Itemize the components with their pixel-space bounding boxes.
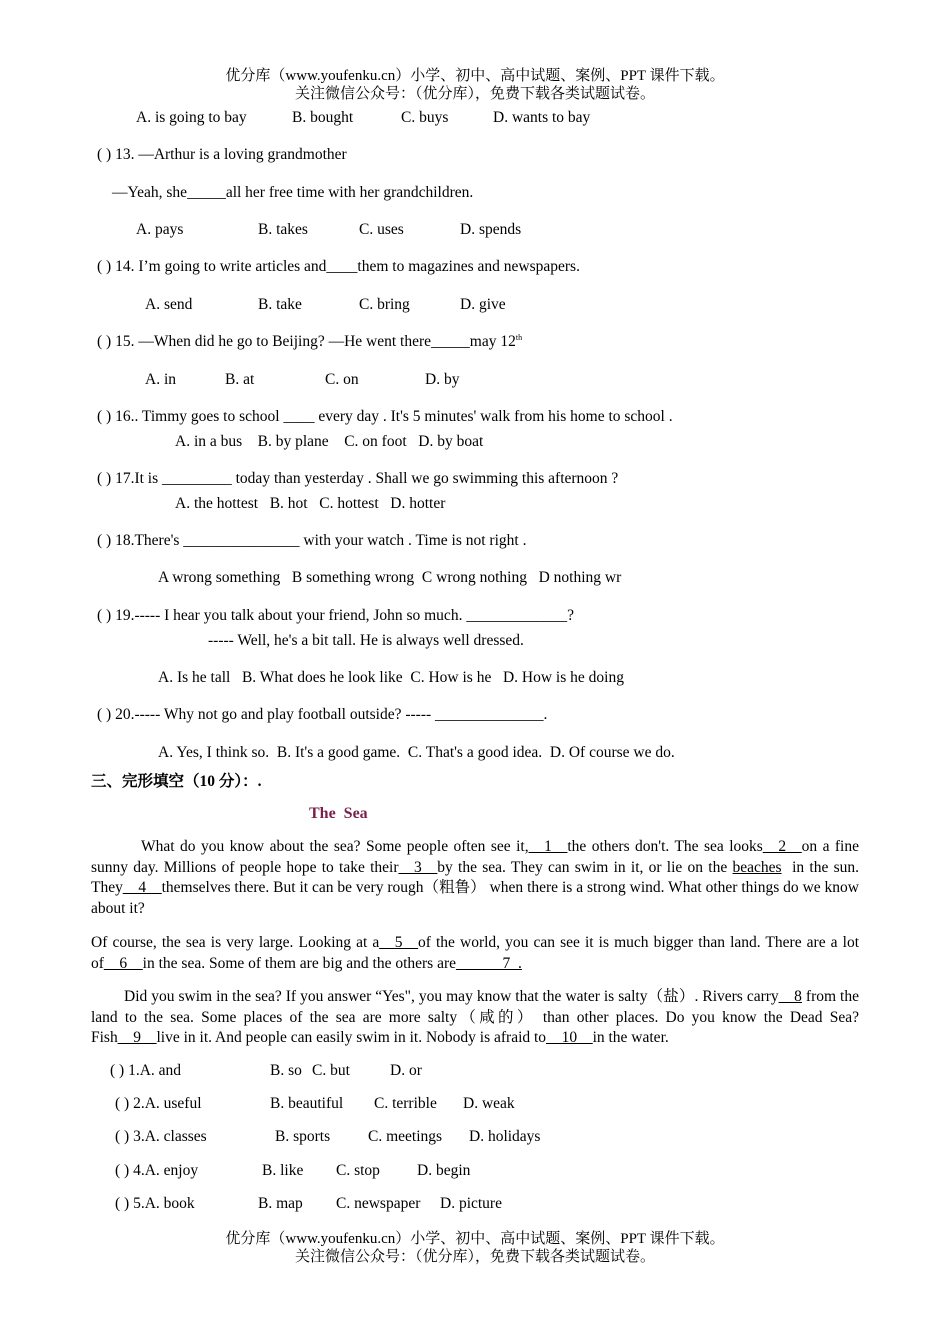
q19-reply: ----- Well, he's a bit tall. He is always well dressed. [208, 632, 524, 649]
blank-4: __4__ [122, 879, 162, 897]
blank-7: ______7_. [456, 954, 522, 972]
cloze-choice-4: ( ) 4.A. enjoy B. like C. stop D. begin [115, 1162, 471, 1179]
footer-line-1: 优分库（www.youfenku.cn）小学、初中、高中试题、案例、PPT 课件下载。 [225, 1231, 725, 1247]
q13-stem: ( ) 13. —Arthur is a loving grandmother [97, 146, 347, 163]
option-c: C. buys [401, 109, 449, 126]
q18-options: A wrong something B something wrong C wrong nothing D nothing wr [158, 569, 622, 586]
passage-title: The Sea [309, 805, 368, 822]
q20-options: A. Yes, I think so. B. It's a good game. C. That's a good idea. D. Of course we do. [158, 744, 675, 761]
passage-paragraph-3: Did you swim in the sea? If you answer “Yes", you may know that the water is salty（盐）. Rivers carry__8 from the land to the sea. Some places of the sea are more salty（咸的） than other places. Do you know the Dead Sea? Fish__9__live in it. And people can easily swim in it. Nobody is afraid to__10__in the water. [91, 988, 859, 1047]
q19-options: A. Is he tall B. What does he look like C. How is he D. How is he doing [158, 669, 624, 686]
q13-reply: —Yeah, she_____all her free time with her grandchildren. [112, 184, 474, 201]
option-a: A. send [145, 296, 193, 313]
blank-2: __2__ [762, 838, 802, 855]
q14-options [145, 296, 506, 314]
q18-stem: ( ) 18.There's _______________ with your watch . Time is not right . [97, 532, 527, 549]
cloze-choice-2: ( ) 2.A. useful B. beautiful C. terrible D. weak [115, 1095, 515, 1112]
section-heading: 三、完形填空（10 分）：. [91, 773, 262, 790]
cloze-choice-1: ( ) 1.A. and B. so C. but D. or [110, 1062, 422, 1079]
header-line-2: 关注微信公众号：（优分库），免费下载各类试题试卷。 [294, 86, 655, 102]
q15-stem [97, 333, 522, 351]
q15-stem-text: ( ) 15. —When did he go to Beijing? —He went there_____may 12 [97, 333, 516, 351]
option-c: C. uses [359, 221, 404, 238]
q20-stem: ( ) 20.----- Why not go and play football outside? ----- ______________. [97, 706, 548, 723]
q16-options: A. in a bus B. by plane C. on foot D. by boat [175, 433, 484, 450]
q13-options [136, 221, 521, 239]
blank-3: __3__ [398, 858, 438, 876]
q17-options: A. the hottest B. hot C. hottest D. hotter [175, 495, 446, 512]
footer-line-2: 关注微信公众号：（优分库），免费下载各类试题试卷。 [294, 1249, 655, 1265]
q19-stem: ( ) 19.----- I hear you talk about your friend, John so much. _____________? [97, 607, 574, 624]
option-b: B. takes [258, 221, 308, 238]
option-c: C. on [325, 371, 359, 388]
option-b: B. at [225, 371, 255, 388]
passage-paragraph-1: What do you know about the sea? Some people often see it,__1__the others don't. The sea looks__2__on a fine sunny day. Millions of people hope to take their__3__by the sea. They can swim in it, or lie on the beaches in the sun. They__4__themselves there. But it can be very rough（粗鲁） when there is a strong wind. What other things do we know about it? [91, 838, 863, 918]
q15-sup: th [515, 333, 523, 342]
blank-10: __10__ [546, 1029, 593, 1047]
blank-1: __1__ [528, 838, 568, 855]
option-b: B. take [258, 296, 302, 313]
blank-9: __9__ [117, 1029, 157, 1047]
blank-8: __8 [778, 988, 802, 1005]
option-a: A. pays [136, 221, 184, 238]
q15-options [145, 371, 459, 389]
option-a: A. in [145, 371, 176, 388]
header-line-1: 优分库（www.youfenku.cn）小学、初中、高中试题、案例、PPT 课件下载。 [225, 68, 725, 84]
page-footer [0, 1230, 950, 1266]
option-b: B. bought [292, 109, 354, 126]
option-d: D. give [460, 296, 506, 313]
blank-5: __5__ [379, 934, 418, 951]
option-d: D. wants to bay [493, 109, 591, 126]
q14-stem: ( ) 14. I’m going to write articles and____them to magazines and newspapers. [97, 258, 580, 275]
beaches-word: beaches [732, 858, 782, 876]
q12-options [136, 109, 590, 127]
cloze-choice-5: ( ) 5.A. book B. map C. newspaper D. picture [115, 1195, 502, 1212]
option-d: D. by [425, 371, 460, 388]
option-c: C. bring [359, 296, 410, 313]
passage-paragraph-2: Of course, the sea is very large. Looking at a__5__of the world, you can see it is much bigger than land. There are a lot of__6__in the sea. Some of them are big and the others are______7_. [91, 934, 859, 972]
option-d: D. spends [460, 221, 522, 238]
page-header [0, 67, 950, 103]
blank-6: __6__ [103, 954, 143, 972]
q17-stem: ( ) 17.It is _________ today than yesterday . Shall we go swimming this afternoon ? [97, 470, 619, 487]
option-a: A. is going to bay [136, 109, 247, 126]
cloze-choice-3: ( ) 3.A. classes B. sports C. meetings D. holidays [115, 1128, 541, 1145]
q16-stem: ( ) 16.. Timmy goes to school ____ every day . It's 5 minutes' walk from his home to school . [97, 408, 673, 425]
